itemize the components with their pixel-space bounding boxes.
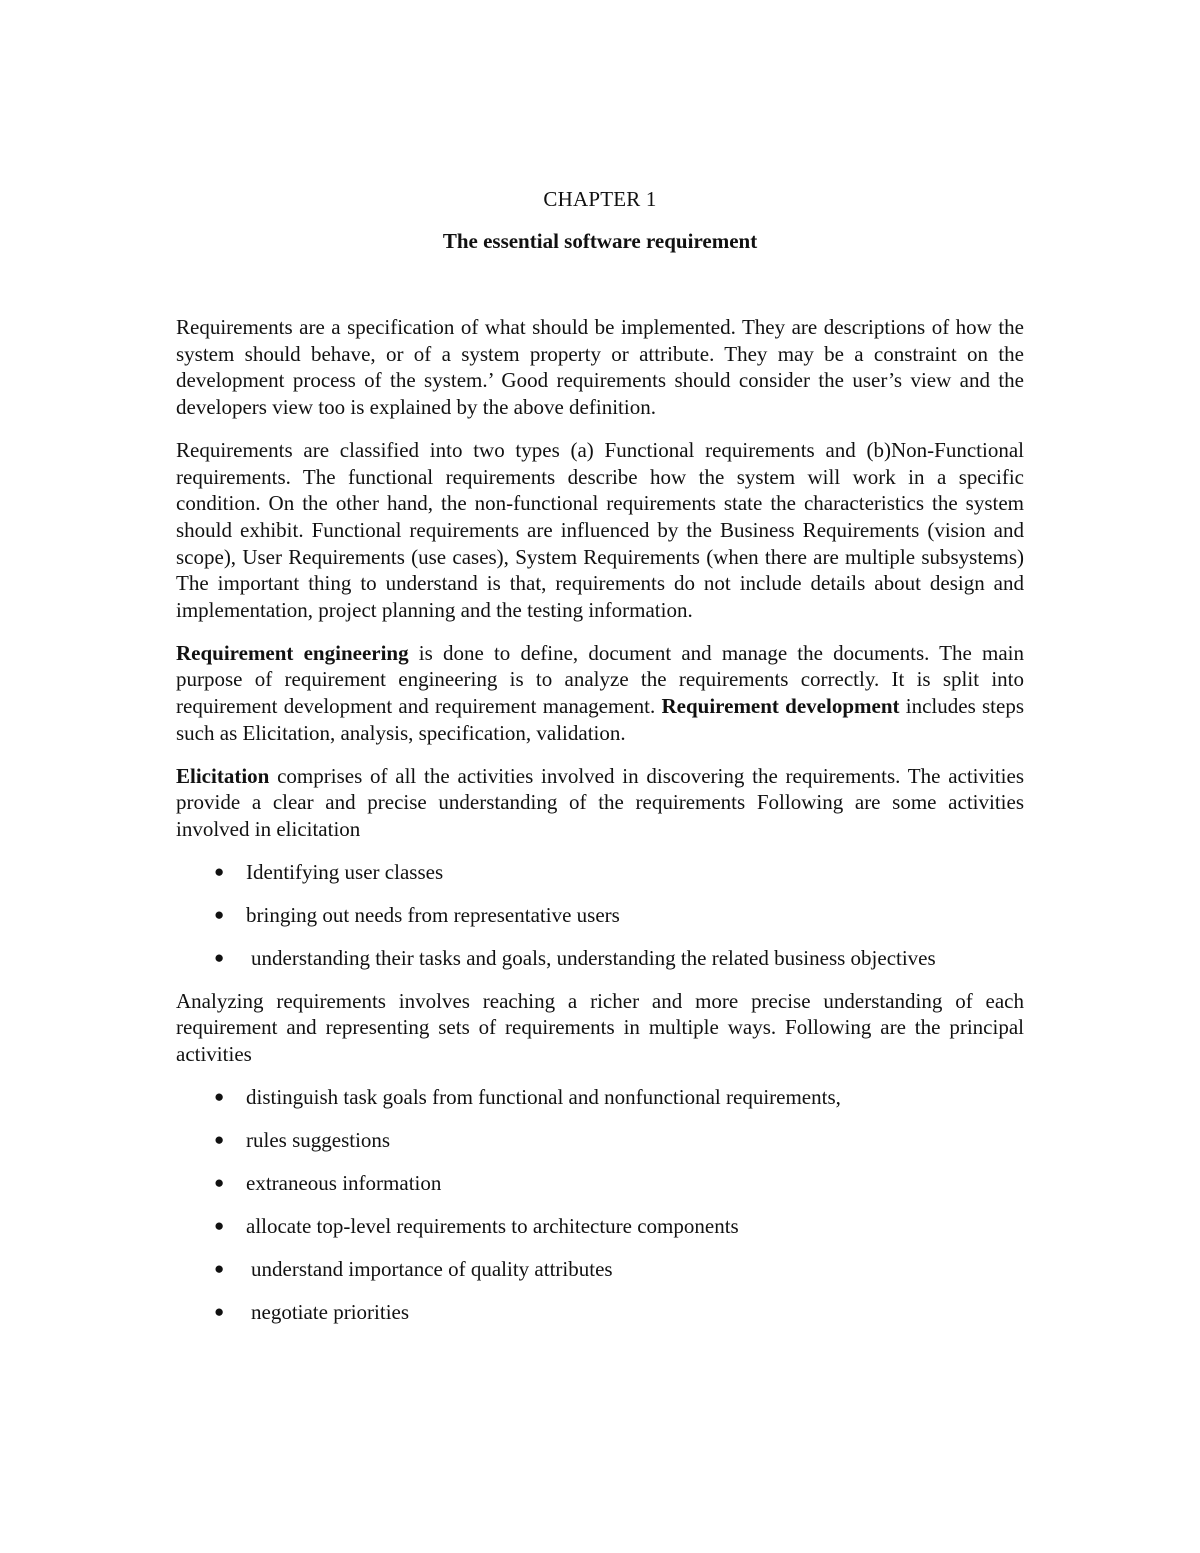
- list-item: ● extraneous information: [176, 1170, 1024, 1197]
- list-item: ● Identifying user classes: [176, 859, 1024, 886]
- bullet-icon: [214, 1299, 224, 1326]
- term-requirement-engineering: Requirement engineering: [176, 640, 409, 665]
- bullet-icon: [214, 1170, 224, 1197]
- list-item: ● bringing out needs from representative users: [176, 902, 1024, 929]
- list-item: ● distinguish task goals from functional and nonfunctional requirements,: [176, 1084, 1024, 1111]
- term-requirement-development: Requirement development: [661, 694, 900, 719]
- list-item: ● negotiate priorities: [176, 1299, 1024, 1326]
- list-item: ● allocate top-level requirements to architecture components: [176, 1213, 1024, 1240]
- bullet-icon: [214, 1127, 224, 1154]
- paragraph-analyzing-requirements: Analyzing requirements involves reaching a richer and more precise understanding of each requirement and representing sets of requirements in multiple ways. Following are the principal activities: [176, 988, 1024, 1067]
- paragraph-requirements-definition: Requirements are a specification of what should be implemented. They are descriptions of how the system should behave, or of a system property or attribute. They may be a constraint on the development process of the system.’ Good requirements should consider the user’s view and the developers view too is explained by the above definition.: [176, 315, 1024, 420]
- bullet-icon: [214, 859, 224, 886]
- list-item: ● understand importance of quality attributes: [176, 1256, 1024, 1283]
- analysis-activities-list: [176, 1084, 1024, 1326]
- term-elicitation: Elicitation: [176, 763, 270, 788]
- list-item: ● understanding their tasks and goals, understanding the related business objectives: [176, 945, 1024, 972]
- elicitation-activities-list: [176, 859, 1024, 972]
- paragraph-elicitation: [176, 763, 1024, 843]
- bullet-icon: [214, 1084, 224, 1111]
- paragraph-text: comprises of all the activities involved in discovering the requirements. The activities provide a clear and precise understanding of the requirements Following are some activities involved in elicitation: [176, 763, 1024, 841]
- paragraph-text: includes steps such as Elicitation, analysis, specification, validation.: [176, 694, 1025, 745]
- page-title: The essential software requirement: [442, 229, 758, 253]
- list-item: ● rules suggestions: [176, 1127, 1024, 1154]
- paragraph-requirements-types: Requirements are classified into two types (a) Functional requirements and (b)Non-Functional requirements. The functional requirements describe how the system will work in a specific condition. On the other hand, the non-functional requirements state the characteristics the system should exhibit. Functional requirements are influenced by the Business Requirements (vision and scope), User Requirements (use cases), System Requirements (when there are multiple subsystems) The important thing to understand is that, requirements do not include details about design and implementation, project planning and the testing information.: [176, 437, 1024, 623]
- paragraph-text: is done to define, document and manage the documents. The main purpose of requirement engineering is to analyze the requirements correctly. It is split into requirement development and requirement management.: [176, 640, 1024, 719]
- bullet-icon: [214, 1213, 224, 1240]
- chapter-label: CHAPTER 1: [543, 187, 657, 211]
- bullet-icon: [214, 902, 224, 929]
- bullet-icon: [214, 945, 224, 972]
- paragraph-requirement-engineering: [176, 640, 1024, 747]
- document-body: [176, 314, 1024, 1342]
- bullet-icon: [214, 1256, 224, 1283]
